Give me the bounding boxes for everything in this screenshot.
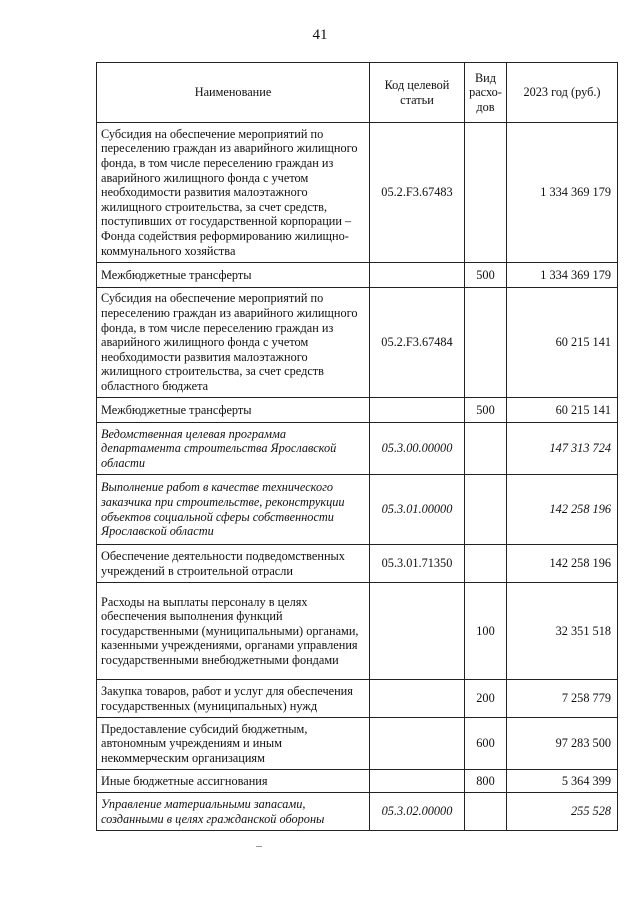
row-kind bbox=[465, 423, 507, 475]
row-kind: 500 bbox=[465, 398, 507, 423]
row-sum: 32 351 518 bbox=[507, 583, 618, 680]
table-row bbox=[97, 288, 618, 398]
row-name: Субсидия на обеспечение мероприятий по переселению граждан из аварийного жилищного фонда, в том числе переселению граждан из аварийного жилищного фонда с учетом необходимости развития малоэтажного жилищного строительства, за счет средств, поступивших от государственной корпорации – Фонда содействия реформированию жилищно-коммунального хозяйства bbox=[97, 123, 370, 263]
row-kind: 600 bbox=[465, 718, 507, 770]
row-kind: 800 bbox=[465, 770, 507, 793]
table-row bbox=[97, 263, 618, 288]
row-kind bbox=[465, 123, 507, 263]
row-kind: 100 bbox=[465, 583, 507, 680]
row-sum: 97 283 500 bbox=[507, 718, 618, 770]
row-sum: 1 334 369 179 bbox=[507, 123, 618, 263]
table-row bbox=[97, 398, 618, 423]
table-row bbox=[97, 123, 618, 263]
row-code: 05.3.02.00000 bbox=[370, 793, 465, 831]
row-code bbox=[370, 718, 465, 770]
row-code: 05.3.01.00000 bbox=[370, 475, 465, 545]
row-name: Расходы на выплаты персоналу в целях обеспечения выполнения функций государственными (муниципальными) органами, казенными учреждениями, органами управления государственными внебюджетными фондами bbox=[97, 583, 370, 680]
row-kind bbox=[465, 793, 507, 831]
table-row bbox=[97, 423, 618, 475]
table-header-row bbox=[97, 63, 618, 123]
row-name: Закупка товаров, работ и услуг для обеспечения государственных (муниципальных) нужд bbox=[97, 680, 370, 718]
row-code: 05.2.F3.67483 bbox=[370, 123, 465, 263]
row-sum: 255 528 bbox=[507, 793, 618, 831]
table-row bbox=[97, 680, 618, 718]
row-code bbox=[370, 263, 465, 288]
row-sum: 1 334 369 179 bbox=[507, 263, 618, 288]
row-sum: 5 364 399 bbox=[507, 770, 618, 793]
row-code bbox=[370, 398, 465, 423]
row-code: 05.2.F3.67484 bbox=[370, 288, 465, 398]
row-kind bbox=[465, 288, 507, 398]
table-row bbox=[97, 583, 618, 680]
row-name: Межбюджетные трансферты bbox=[97, 263, 370, 288]
table-row bbox=[97, 793, 618, 831]
row-sum: 142 258 196 bbox=[507, 475, 618, 545]
budget-table bbox=[96, 62, 618, 831]
row-code bbox=[370, 583, 465, 680]
row-code: 05.3.01.71350 bbox=[370, 545, 465, 583]
row-sum: 142 258 196 bbox=[507, 545, 618, 583]
scan-dot bbox=[256, 846, 262, 847]
table-row bbox=[97, 770, 618, 793]
table-row bbox=[97, 475, 618, 545]
row-sum: 60 215 141 bbox=[507, 398, 618, 423]
table-row bbox=[97, 545, 618, 583]
row-code bbox=[370, 770, 465, 793]
table-body bbox=[97, 123, 618, 831]
row-name: Обеспечение деятельности подведомственных учреждений в строительной отрасли bbox=[97, 545, 370, 583]
header-kind: Вид расхо-дов bbox=[465, 63, 507, 123]
row-sum: 147 313 724 bbox=[507, 423, 618, 475]
row-kind: 200 bbox=[465, 680, 507, 718]
table-row bbox=[97, 718, 618, 770]
header-name: Наименование bbox=[97, 63, 370, 123]
row-name: Ведомственная целевая программа департамента строительства Ярославской области bbox=[97, 423, 370, 475]
header-code: Код целевой статьи bbox=[370, 63, 465, 123]
row-name: Выполнение работ в качестве технического заказчика при строительстве, реконструкции объектов социальной сферы собственности Ярославской области bbox=[97, 475, 370, 545]
row-name: Управление материальными запасами, созданными в целях гражданской обороны bbox=[97, 793, 370, 831]
row-code bbox=[370, 680, 465, 718]
row-code: 05.3.00.00000 bbox=[370, 423, 465, 475]
row-sum: 60 215 141 bbox=[507, 288, 618, 398]
row-name: Субсидия на обеспечение мероприятий по переселению граждан из аварийного жилищного фонда, в том числе переселению граждан из аварийного жилищного фонда с учетом необходимости развития малоэтажного жилищного строительства, за счет средств областного бюджета bbox=[97, 288, 370, 398]
row-name: Предоставление субсидий бюджетным, автономным учреждениям и иным некоммерческим организациям bbox=[97, 718, 370, 770]
row-name: Межбюджетные трансферты bbox=[97, 398, 370, 423]
row-kind: 500 bbox=[465, 263, 507, 288]
row-kind bbox=[465, 545, 507, 583]
header-sum: 2023 год (руб.) bbox=[507, 63, 618, 123]
page-number: 41 bbox=[312, 27, 328, 43]
row-sum: 7 258 779 bbox=[507, 680, 618, 718]
row-name: Иные бюджетные ассигнования bbox=[97, 770, 370, 793]
row-kind bbox=[465, 475, 507, 545]
